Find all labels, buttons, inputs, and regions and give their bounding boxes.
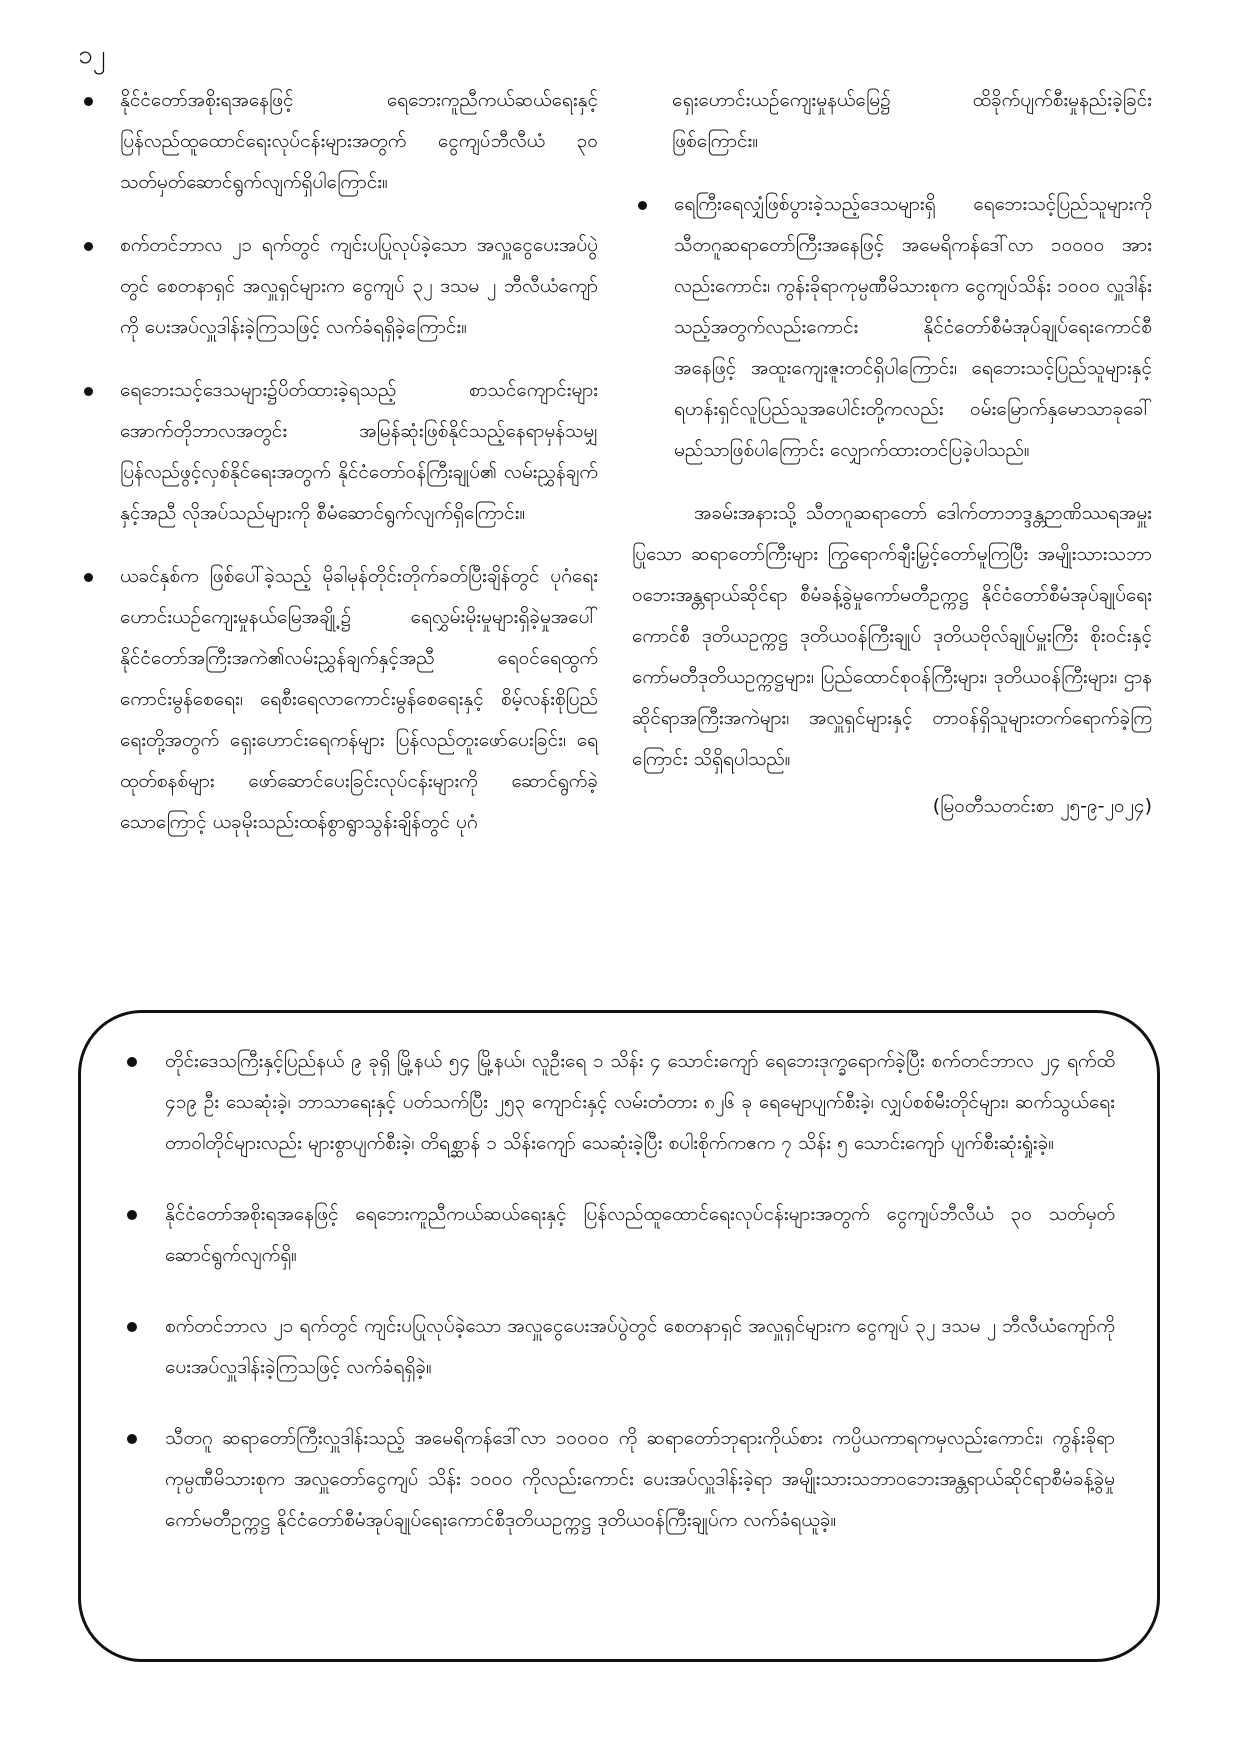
- summary-text: စက်တင်ဘာလ ၂၁ ရက်တွင် ကျင်းပပြုလုပ်ခဲ့သော အလှူငွေပေးအပ်ပွဲတွင် စေတနာရှင် အလှူရှင်များက ငွေကျပ် ၃၂ ဒသမ ၂ ဘီလီယံကျော်ကို ပေးအပ်လှူဒါန်းခဲ့ကြသဖြင့် လက်ခံရရှိခဲ့။: [165, 1315, 1115, 1378]
- bullet-text: စက်တင်ဘာလ ၂၁ ရက်တွင် ကျင်းပပြုလုပ်ခဲ့သော အလှူငွေပေးအပ်ပွဲတွင် စေတနာရှင် အလှူရှင်များက ငွေကျပ် ၃၂ ဒသမ ၂ ဘီလီယံကျော်ကို ပေးအပ်လှူဒါန်းခဲ့ကြသဖြင့် လက်ခံရရှိခဲ့ကြောင်း။: [120, 234, 598, 338]
- bullet-text: နိုင်ငံတော်အစိုးရအနေဖြင့် ရေဘေးကူညီကယ်ဆယ်ရေးနှင့် ပြန်လည်ထူထောင်ရေးလုပ်ငန်းများအတွက် ငွေကျပ်ဘီလီယံ ၃၀ သတ်မှတ်ဆောင်ရွက်လျက်ရှိပါကြောင်း။: [120, 89, 598, 193]
- bullet-dot-icon: [127, 1057, 137, 1067]
- summary-text: နိုင်ငံတော်အစိုးရအနေဖြင့် ရေဘေးကူညီကယ်ဆယ်ရေးနှင့် ပြန်လည်ထူထောင်ရေးလုပ်ငန်းများအတွက် ငွေကျပ်ဘီလီယံ ၃၀ သတ်မှတ်ဆောင်ရွက်လျက်ရှိ။: [165, 1203, 1115, 1266]
- bullet-text: ယခင်နှစ်က ဖြစ်ပေါ်ခဲ့သည့် မိုခါမုန်တိုင်းတိုက်ခတ်ပြီးချိန်တွင် ပုဂံရေးဟောင်းယဉ်ကျေးမှုနယ်မြေအချို့၌ ရေလွှမ်းမိုးမှုများရှိခဲ့မှုအပေါ် နိုင်ငံတော်အကြီးအကဲ၏လမ်းညွှန်ချက်နှင့်အညီ ရေဝင်ရေထွက်ကောင်းမွန်စေရေး၊ ရေစီးရေလာကောင်းမွန်စေရေးနှင့် စိမ့်လန်းစိုပြည်ရေးတို့အတွက် ရှေးဟောင်းရေကန်များ ပြန်လည်တူးဖော်ပေးခြင်း၊ ရေထုတ်စနစ်များ ဖော်ဆောင်ပေးခြင်းလုပ်ငန်းများကို ဆောင်ရွက်ခဲ့သောကြောင့် ယခုမိုးသည်းထန်စွာရွာသွန်းချိန်တွင် ပုဂံ: [120, 565, 598, 833]
- bullet-text: ရေကြီးရေလျှံဖြစ်ပွားခဲ့သည့်ဒေသများရှိ ရေဘေးသင့်ပြည်သူများကို သီတဂူဆရာတော်ကြီးအနေဖြင့် အမေရိကန်ဒေါ်လာ ၁၀၀၀၀ အားလည်းကောင်း၊ ကွန်းခိုရာကုမ္ပဏီမိသားစုက ငွေကျပ်သိန်း ၁၀၀၀ လှူဒါန်းသည့်အတွက်လည်းကောင်း နိုင်ငံတော်စီမံအုပ်ချုပ်ရေးကောင်စီအနေဖြင့် အထူးကျေးဇူးတင်ရှိပါကြောင်း၊ ရေဘေးသင့်ပြည်သူများနှင့် ရဟန်းရှင်လူပြည်သူအပေါင်းတို့ကလည်း ဝမ်းမြောက်နှမောသာခုခေါ် မည်သာဖြစ်ပါကြောင်း လျှောက်ထားတင်ပြခဲ့ပါသည်။: [674, 193, 1152, 461]
- bullet-dot-icon: [84, 573, 93, 582]
- summary-list: [123, 1041, 1115, 1541]
- bullet-item: [78, 225, 598, 348]
- left-column: [78, 80, 598, 865]
- bullet-dot-icon: [127, 1322, 137, 1332]
- closing-paragraph: အခမ်းအနားသို့ သီတဂူဆရာတော် ဒေါက်တာဘဒ္ဒန္တဉာဏိဿရအမှူးပြုသော ဆရာတော်ကြီးများ ကြွရောက်ချီးမြှင့်တော်မူကြပြီး အမျိုးသားသဘာဝဘေးအန္တရာယ်ဆိုင်ရာ စီမံခန့်ခွဲမှုကော်မတီဥက္ကဋ္ဌ နိုင်ငံတော်စီမံအုပ်ချုပ်ရေးကောင်စီ ဒုတိယဥက္ကဋ္ဌ ဒုတိယဝန်ကြီးချုပ် ဒုတိယဗိုလ်ချုပ်မှူးကြီး စိုးဝင်းနှင့် ကော်မတီဒုတိယဥက္ကဋ္ဌများ၊ ပြည်ထောင်စုဝန်ကြီးများ၊ ဒုတိယဝန်ကြီးများ၊ ဌာနဆိုင်ရာအကြီးအကဲများ၊ အလှူရှင်များနှင့် တာဝန်ရှိသူများတက်ရောက်ခဲ့ကြကြောင်း သိရှိရပါသည်။: [632, 502, 1152, 770]
- bullet-item: [78, 556, 598, 843]
- bullet-dot-icon: [127, 1434, 137, 1444]
- bullet-item: [632, 184, 1152, 471]
- bullet-item: [78, 80, 598, 203]
- bullet-dot-icon: [84, 97, 93, 106]
- bullet-item: [78, 370, 598, 534]
- summary-text: သီတဂူ ဆရာတော်ကြီးလှူဒါန်းသည့် အမေရိကန်ဒေါ်လာ ၁၀၀၀၀ ကို ဆရာတော်ဘုရားကိုယ်စား ကပ္ပိယကာရကမှလည်းကောင်း၊ ကွန်းခိုရာကုမ္ပဏီမိသားစုက အလှူတော်ငွေကျပ် သိန်း ၁၀၀၀ ကိုလည်းကောင်း ပေးအပ်လှူဒါန်းခဲ့ရာ အမျိုးသားသဘာဝဘေးအန္တရာယ်ဆိုင်ရာစီမံခန့်ခွဲမှုကော်မတီဥက္ကဋ္ဌ နိုင်ငံတော်စီမံအုပ်ချုပ်ရေးကောင်စီဒုတိယဥက္ကဋ္ဌ ဒုတိယဝန်ကြီးချုပ်က လက်ခံရယူခဲ့။: [165, 1427, 1115, 1531]
- bullet-dot-icon: [638, 201, 647, 210]
- bullet-dot-icon: [127, 1210, 137, 1220]
- continuation-text: ရှေးဟောင်းယဉ်ကျေးမှုနယ်မြေ၌ ထိခိုက်ပျက်စီးမှုနည်းခဲ့ခြင်းဖြစ်ကြောင်း။: [672, 89, 1152, 152]
- summary-item: [123, 1194, 1115, 1276]
- summary-item: [123, 1306, 1115, 1388]
- summary-box: [78, 1010, 1160, 1662]
- right-column: [632, 80, 1152, 827]
- bullet-text: ရေဘေးသင့်ဒေသများ၌ပိတ်ထားခဲ့ရသည့် စာသင်ကျောင်းများ အောက်တိုဘာလအတွင်း အမြန်ဆုံးဖြစ်နိုင်သည့်နေရာမှန်သမျှ ပြန်လည်ဖွင့်လှစ်နိုင်ရေးအတွက် နိုင်ငံတော်ဝန်ကြီးချုပ်၏ လမ်းညွှန်ချက်နှင့်အညီ လိုအပ်သည်များကို စီမံဆောင်ရွက်လျက်ရှိကြောင်း။: [120, 379, 598, 524]
- bullet-dot-icon: [84, 387, 93, 396]
- summary-item: [123, 1418, 1115, 1541]
- right-bullet-list: [632, 184, 1152, 471]
- left-bullet-list: [78, 80, 598, 843]
- summary-text: တိုင်းဒေသကြီးနှင့်ပြည်နယ် ၉ ခုရှိ မြို့နယ် ၅၄ မြို့နယ်၊ လူဦးရေ ၁ သိန်း ၄ သောင်းကျော် ရေဘေးဒုက္ခရောက်ခဲ့ပြီး စက်တင်ဘာလ ၂၄ ရက်ထိ ၄၁၉ ဦး သေဆုံးခဲ့၊ ဘာသာရေးနှင့် ပတ်သက်ပြီး ၂၅၃ ကျောင်းနှင့် လမ်းတံတား ၈၂၆ ခု ရေမျောပျက်စီးခဲ့၊ လျှပ်စစ်မီးတိုင်များ၊ ဆက်သွယ်ရေးတာဝါတိုင်များလည်း များစွာပျက်စီးခဲ့၊ တိရစ္ဆာန် ၁ သိန်းကျော် သေဆုံးခဲ့ပြီး စပါးစိုက်ကဧက ၇ သိန်း ၅ သောင်းကျော် ပျက်စီးဆုံးရှုံးခဲ့။: [165, 1050, 1115, 1154]
- page-number: ၁၂: [78, 40, 106, 70]
- summary-item: [123, 1041, 1115, 1164]
- source-citation: (မြဝတီသတင်းစာ ၂၅-၉-၂၀၂၄): [932, 795, 1152, 817]
- bullet-dot-icon: [84, 242, 93, 251]
